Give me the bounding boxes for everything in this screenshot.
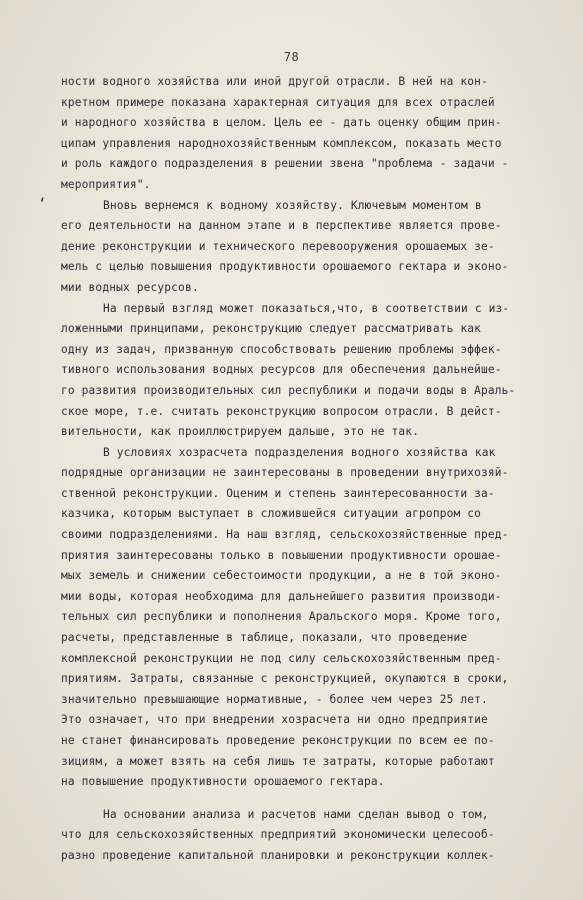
text-line: расчеты, представленные в таблице, показали, что проведение [61, 631, 468, 645]
text-line: его деятельности на данном этапе и в перспективе является прове- [61, 219, 502, 233]
text-line: мель с целью повышения продуктивности орошаемого гектара и эконо- [61, 260, 509, 274]
text-line: ципам управления народнохозяйственным комплексом, показать место [61, 136, 502, 150]
text-line: Это означает, что при внедрении хозрасчета ни одно предприятие [61, 713, 488, 727]
paragraph [61, 299, 561, 443]
text-line: тельных сил республики и пополнения Аральского моря. Кроме того, [61, 610, 502, 624]
text-line: В условиях хозрасчета подразделения водного хозяйства как [103, 445, 496, 459]
text-line: вительности, как проиллюстрируем дальше, это не так. [61, 425, 420, 439]
text-line: На основании анализа и расчетов нами сделан вывод о том, [103, 807, 489, 821]
text-line: приятиям. Затраты, связанные с реконструкцией, окупаются в сроки, [61, 672, 509, 686]
text-line: приятия заинтересованы только в повышении продуктивности орошае- [61, 548, 502, 562]
paragraph [61, 72, 561, 196]
text-line: ности водного хозяйства или иной другой отрасли. В ней на кон- [61, 75, 488, 88]
paragraph [61, 443, 561, 793]
text-line: разно проведение капитальной планировки и реконструкции коллек- [61, 848, 495, 862]
text-body [61, 72, 561, 867]
text-line: зициям, а может взять на себя лишь те затраты, которые работают [61, 754, 495, 768]
text-line: мероприятия". [61, 177, 151, 191]
text-line: подрядные организации не заинтересованы в проведении внутрихозяй- [61, 466, 509, 480]
text-line: Вновь вернемся к водному хозяйству. Ключевым моментом в [103, 198, 482, 212]
margin-mark: ʻ [38, 196, 47, 212]
text-line: го развития производительных сил республики и подачи воды в Араль- [61, 383, 516, 397]
page-number: 78 [283, 50, 300, 64]
text-line: на повышение продуктивности орошаемого гектара. [61, 775, 385, 789]
text-line: значительно превышающие нормативные, - более чем через 25 лет. [61, 692, 488, 706]
text-line: ложенными принципами, реконструкцию следует рассматривать как [61, 322, 482, 336]
text-line: и народного хозяйства в целом. Цель ее - дать оценку общим прин- [61, 116, 502, 130]
text-line: и роль каждого подразделения в решении звена "проблема - задачи - [61, 157, 509, 171]
text-line: кретном примере показана характерная ситуация для всех отраслей [61, 95, 495, 109]
text-line: мии воды, которая необходима для дальнейшего развития производи- [61, 589, 502, 603]
text-line: ское море, т.е. считать реконструкцию вопросом отрасли. В дейст- [61, 404, 502, 418]
text-line: дение реконструкции и технического перевооружения орошаемых зе- [61, 239, 495, 253]
text-line: мии водных ресурсов. [61, 280, 199, 294]
text-line: На первый взгляд может показаться,что, в соответствии с из- [103, 301, 510, 315]
paragraph [61, 196, 561, 299]
text-line: казчика, которым выступает в сложившейся ситуации агропром со [61, 507, 482, 521]
text-line: мых земель и снижении себестоимости продукции, а не в той эконо- [61, 569, 502, 583]
text-line: одну из задач, призванную способствовать решению проблемы эффек- [61, 342, 502, 356]
text-line: комплексной реконструкции не под силу сельскохозяйственным пред- [61, 651, 502, 665]
text-line: своими подразделениями. На наш взгляд, сельскохозяйственные пред- [61, 528, 509, 542]
text-line: тивного использования водных ресурсов для обеспечения дальнейше- [61, 363, 502, 377]
text-line: не станет финансировать проведение реконструкции по всем ее по- [61, 734, 495, 747]
paragraph-gap [61, 793, 561, 805]
paragraph [61, 805, 561, 867]
text-line: что для сельскохозяйственных предприятий экономически целесооб- [61, 828, 495, 842]
text-line: ственной реконструкции. Оценим и степень заинтересованности за- [61, 486, 495, 500]
